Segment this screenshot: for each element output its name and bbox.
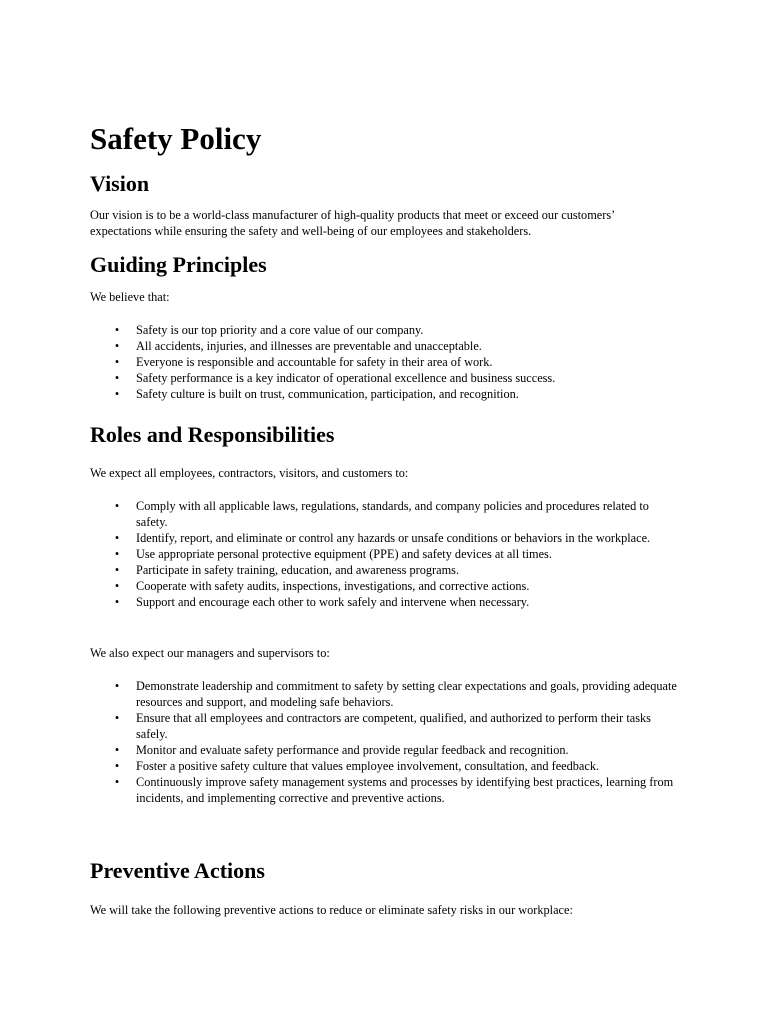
list-item: • Monitor and evaluate safety performance and provide regular feedback and recognition.	[90, 742, 680, 758]
list-item: • Continuously improve safety management systems and processes by identifying best practices, learning from incidents, and implementing corrective and preventive actions.	[90, 774, 680, 806]
preventive-actions-heading: Preventive Actions	[90, 858, 265, 883]
guiding-principles-heading: Guiding Principles	[90, 252, 267, 277]
list-item: • Cooperate with safety audits, inspections, investigations, and corrective actions.	[90, 578, 680, 594]
list-item: • Support and encourage each other to work safely and intervene when necessary.	[90, 594, 680, 610]
bullet-icon: •	[114, 595, 120, 609]
bullet-icon: •	[114, 323, 120, 337]
roles-heading: Roles and Responsibilities	[90, 422, 335, 447]
list-item: • Participate in safety training, education, and awareness programs.	[90, 562, 680, 578]
guiding-principles-intro: We believe that:	[90, 290, 170, 304]
roles-intro-all: We expect all employees, contractors, visitors, and customers to:	[90, 466, 409, 480]
list-item: • Comply with all applicable laws, regulations, standards, and company policies and procedures related to safety.	[90, 498, 680, 530]
list-item: • Demonstrate leadership and commitment to safety by setting clear expectations and goals, providing adequate resources and support, and modeling safe behaviors.	[90, 678, 680, 710]
list-item: • Ensure that all employees and contractors are competent, qualified, and authorized to perform their tasks safely.	[90, 710, 680, 742]
bullet-icon: •	[114, 775, 120, 789]
list-item: • Identify, report, and eliminate or control any hazards or unsafe conditions or behaviors in the workplace.	[90, 530, 680, 546]
vision-paragraph: Our vision is to be a world-class manufacturer of high-quality products that meet or exceed our customers’ expectations while ensuring the safety and well-being of our employees and stakeholders.	[90, 208, 615, 238]
list-item: • Safety culture is built on trust, communication, participation, and recognition.	[90, 386, 690, 402]
list-item: • Safety performance is a key indicator of operational excellence and business success.	[90, 370, 690, 386]
bullet-icon: •	[114, 371, 120, 385]
bullet-icon: •	[114, 547, 120, 561]
bullet-icon: •	[114, 499, 120, 513]
bullet-icon: •	[114, 579, 120, 593]
bullet-icon: •	[114, 563, 120, 577]
guiding-principles-list	[90, 322, 690, 402]
vision-heading: Vision	[90, 171, 150, 196]
list-item: • Foster a positive safety culture that values employee involvement, consultation, and feedback.	[90, 758, 680, 774]
preventive-actions-intro: We will take the following preventive actions to reduce or eliminate safety risks in our workplace:	[90, 903, 573, 917]
roles-intro-managers: We also expect our managers and supervisors to:	[90, 646, 330, 660]
bullet-icon: •	[114, 711, 120, 725]
list-item: • Safety is our top priority and a core value of our company.	[90, 322, 690, 338]
roles-managers-list	[90, 678, 680, 806]
list-item: • Everyone is responsible and accountable for safety in their area of work.	[90, 354, 690, 370]
bullet-icon: •	[114, 387, 120, 401]
bullet-icon: •	[114, 339, 120, 353]
list-item: • Use appropriate personal protective equipment (PPE) and safety devices at all times.	[90, 546, 680, 562]
list-item: • All accidents, injuries, and illnesses are preventable and unacceptable.	[90, 338, 690, 354]
roles-all-list	[90, 498, 680, 610]
document-title: Safety Policy	[90, 121, 262, 156]
bullet-icon: •	[114, 531, 120, 545]
bullet-icon: •	[114, 679, 120, 693]
bullet-icon: •	[114, 355, 120, 369]
bullet-icon: •	[114, 759, 120, 773]
bullet-icon: •	[114, 743, 120, 757]
